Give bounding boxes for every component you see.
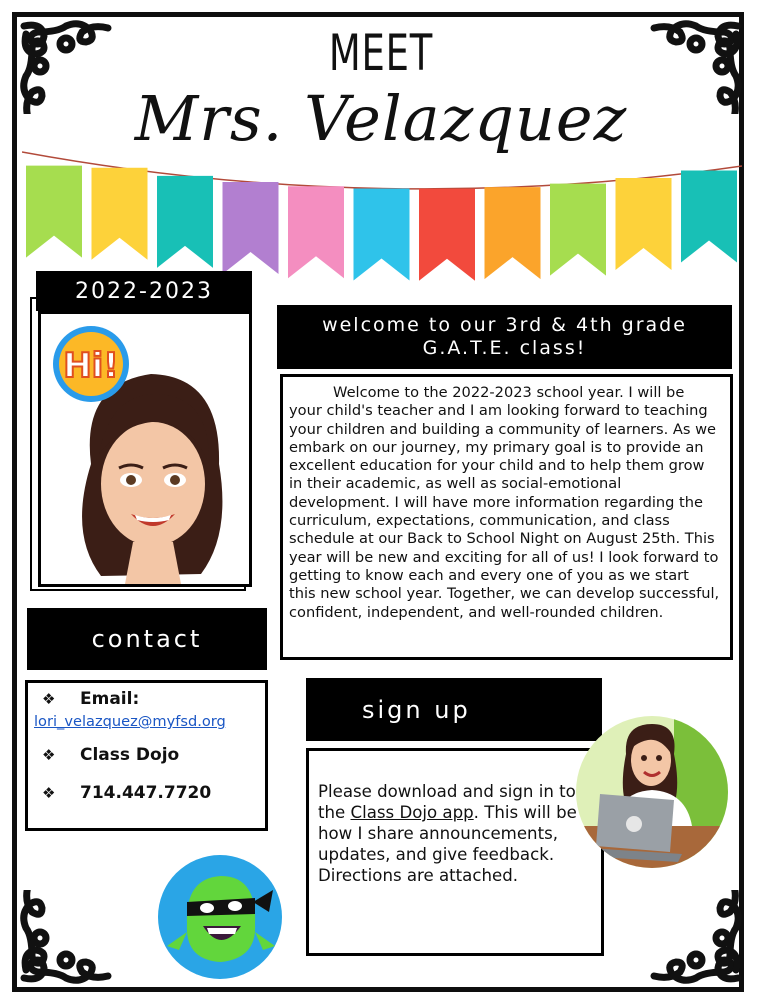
- bunting-flag: [92, 168, 148, 260]
- class-dojo-monster-icon: [157, 854, 283, 980]
- corner-swirl-bottom-right: [638, 890, 748, 990]
- hi-speech-bubble-icon: [53, 326, 129, 402]
- contact-email-row: [42, 689, 139, 709]
- bunting-flag: [288, 186, 344, 278]
- phone-number: 714.447.7720: [80, 783, 212, 803]
- bunting-flag: [485, 187, 541, 279]
- email-link[interactable]: lori_velazquez@myfsd.org: [34, 713, 226, 730]
- bunting-flag: [223, 182, 279, 274]
- email-label: Email:: [80, 689, 140, 709]
- diamond-bullet-icon: ❖: [42, 784, 56, 802]
- welcome-letter: Welcome to the 2022-2023 school year. I will be your child's teacher and I am looking forward to teaching your children and building a community of learners. As we embark on our journey, my primary goal is to provide an excellent education for your child and to help them grow in their academic, as well as social-emotional development. I will have more information regarding the curriculum, expectations, communication, and class schedule at our Back to School Night on August 25th. This year will be new and exciting for all of us! I look forward to getting to know each and every one of you as we start this new school year. Together, we can develop successful, confident, independent, and well-rounded children.: [280, 374, 733, 660]
- meet-heading: MEET: [328, 24, 434, 82]
- contact-phone-row: [42, 783, 211, 803]
- teacher-name-heading: Mrs. Velazquez: [134, 82, 628, 155]
- diamond-bullet-icon: ❖: [42, 690, 56, 708]
- welcome-title: welcome to our 3rd & 4th grade G.A.T.E. class!: [277, 305, 732, 369]
- teacher-bitmoji-icon: [41, 314, 249, 584]
- bunting-flag: [550, 184, 606, 276]
- signup-text-after: . This will be how I share announcements, updates, and give feedback. Directions are attached.: [318, 803, 577, 885]
- bunting-flag: [616, 178, 672, 270]
- corner-swirl-bottom-left: [14, 890, 124, 990]
- bunting-flag: [419, 189, 475, 281]
- class-dojo-label: Class Dojo: [80, 745, 180, 765]
- contact-heading: contact: [27, 608, 267, 670]
- school-year-label: 2022-2023: [36, 271, 252, 311]
- svg-text:Hi!: Hi!: [63, 346, 119, 386]
- bunting-flag: [681, 171, 737, 263]
- signup-text-before: Please download and sign in to the: [318, 782, 576, 822]
- bunting-flag: [26, 166, 82, 258]
- bunting-banner: [22, 148, 742, 288]
- bunting-flag: [157, 176, 213, 268]
- signup-heading: sign up: [306, 678, 602, 741]
- contact-box: [25, 680, 268, 831]
- bunting-flag: [354, 188, 410, 280]
- teacher-photo-frame: [38, 311, 252, 587]
- diamond-bullet-icon: ❖: [42, 746, 56, 764]
- signup-box: [306, 748, 604, 956]
- class-dojo-app-link[interactable]: Class Dojo app: [350, 803, 474, 822]
- contact-dojo-row: [42, 745, 179, 765]
- teacher-laptop-avatar-icon: [574, 714, 730, 870]
